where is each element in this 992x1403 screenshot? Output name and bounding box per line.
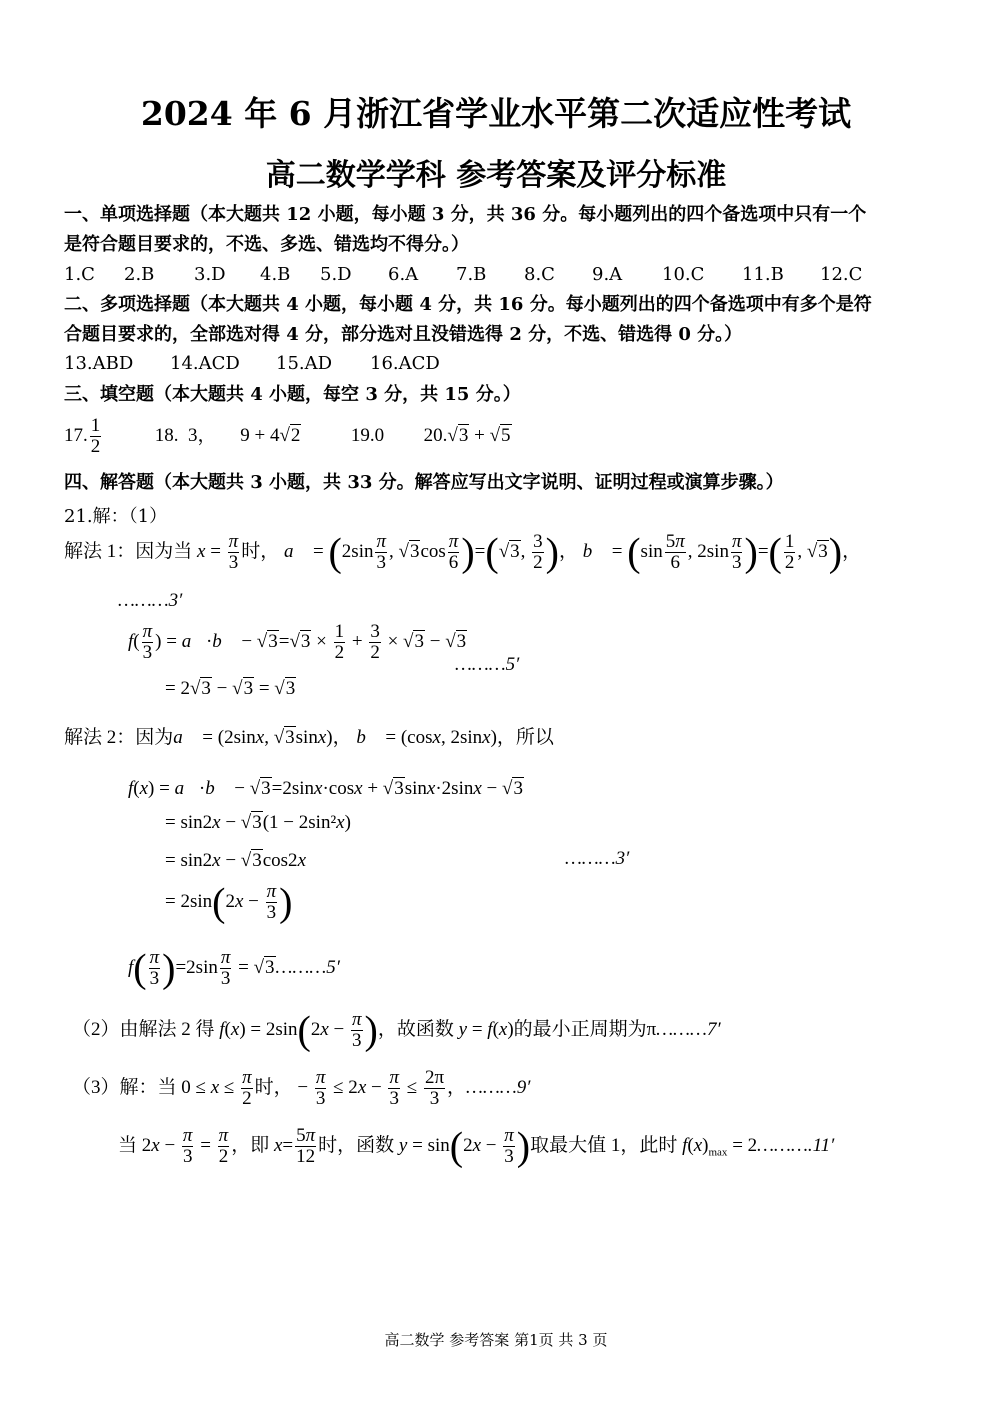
q17-answer: $\frac{1}{2}$ [90, 415, 101, 457]
method-1-calc-line2: = 2√3 − √3 = √3 [165, 678, 296, 699]
score-5-points: ………5′ [275, 956, 340, 978]
section-2-heading-line2: 合题目要求的，全部选对得 4 分，部分选对且没错选得 2 分，不选、错选得 0 分。） [64, 324, 743, 345]
answer-item: 12.C [820, 264, 863, 285]
part-2-line: （2）由解法 2 得 f(x) = 2sin(2x − $\frac{\pi}{3}$ )，故函数 y = f(x)的最小正周期为π………7′ [72, 1007, 721, 1053]
fill-in-answers [64, 416, 512, 457]
q21-label: 21.解：（1） [64, 506, 168, 527]
answer-item: 6.A [388, 264, 419, 285]
page-subtitle: 高二数学学科 参考答案及评分标准 [265, 158, 727, 193]
q17-label: 17. [64, 424, 88, 446]
answer-item: 8.C [524, 264, 555, 285]
method-2-line: 解法 2：因为a⃗ = (2sinx, √3sinx)， b⃗ = (cosx, 2sinx)，所以 [64, 727, 554, 748]
method-1-calc-line1: f( $\frac{\pi}{3}$ ) = a⃗·b⃗ − √3=√3 × $\frac{1}{2}$ + $\frac{3}{2}$ × √3 − √3 [128, 621, 467, 663]
answer-item: 2.B [124, 264, 155, 285]
q18-first-answer: 3， [188, 424, 217, 446]
q18-second-answer: 9 + 4√2 [240, 424, 301, 446]
score-5-points: ………5′ [455, 654, 520, 675]
score-9-points: ………9′ [466, 1076, 531, 1098]
answer-item: 5.D [320, 264, 352, 285]
answer-item: 7.B [456, 264, 487, 285]
section-4-heading: 四、解答题（本大题共 3 小题，共 33 分。解答应写出文字说明、证明过程或演算步骤。） [64, 472, 784, 493]
answer-item: 16.ACD [370, 353, 440, 374]
section-1-heading-line1: 一、单项选择题（本大题共 12 小题，每小题 3 分，共 36 分。每小题列出的四个备选项中只有一个 [64, 204, 867, 225]
part-3-line1: （3）解：当 0 ≤ x ≤ $\frac{\pi}{2}$ 时， − $\frac{\pi}{3}$ ≤ 2x − $\frac{\pi}{3}$ ≤ $\frac{2\pi}{3}$ ，………9′ [72, 1067, 531, 1109]
section-1-answers [64, 264, 880, 285]
answer-item: 10.C [662, 264, 705, 285]
q19-answer: 19.0 [350, 424, 385, 446]
method-2-calc-line2: = sin2x − √3(1 − 2sin²x) [165, 812, 351, 833]
answer-item: 15.AD [276, 353, 333, 374]
answer-item: 9.A [592, 264, 623, 285]
score-3-points: ………3′ [118, 590, 183, 611]
section-3-heading: 三、填空题（本大题共 4 小题，每空 3 分，共 15 分。） [64, 384, 521, 405]
score-3-points: ………3′ [565, 848, 630, 869]
answer-item: 14.ACD [170, 353, 240, 374]
page-footer: 高二数学 参考答案 第1页 共 3 页 [384, 1331, 608, 1349]
score-11-points: ……….11′ [757, 1134, 835, 1156]
answer-item: 1.C [64, 264, 95, 285]
answer-item: 3.D [194, 264, 226, 285]
score-7-points: ………7′ [656, 1018, 721, 1040]
method-2-calc-line1: f(x) = a⃗·b⃗ − √3=2sinx·cosx + √3sinx·2sinx − √3 [128, 778, 523, 799]
answer-item: 13.ABD [64, 353, 134, 374]
q20-label: 20. [423, 424, 448, 446]
page-title: 2024 年 6 月浙江省学业水平第二次适应性考试 [140, 94, 852, 133]
q18-label: 18. [154, 424, 179, 446]
method-1-line: 解法 1：因为当 x = $\frac{\pi}{3}$ 时， a⃗ = (2sin $\frac{\pi}{3}$ , √3cos $\frac{\pi}{6}$ )=(√3, $\frac{3}{2}$ )， b⃗ = (sin $\frac{5\pi}{6}$ , 2sin $\frac{\pi}{3}$ )=( $\frac{1}{2}$ , √3)， [64, 529, 862, 575]
answer-item: 11.B [742, 264, 784, 285]
method-2-calc-line4: = 2sin(2x − $\frac{\pi}{3}$ ) [165, 879, 293, 925]
method-2-result: f( $\frac{\pi}{3}$ )=2sin $\frac{\pi}{3}$ = √3………5′ [128, 945, 340, 991]
part-3-line2: 当 2x − $\frac{\pi}{3}$ = $\frac{\pi}{2}$ ，即 x= $\frac{5\pi}{12}$ 时，函数 y = sin(2x − $\frac{\pi}{3}$ )取最大值 1，此时 $f(x)_{max}$ = 2……….11′ [118, 1123, 835, 1169]
q20-answer: √3 + √5 [447, 424, 511, 446]
answer-item: 4.B [260, 264, 291, 285]
section-2-heading-line1: 二、多项选择题（本大题共 4 小题，每小题 4 分，共 16 分。每小题列出的四个备选项中有多个是符 [64, 294, 872, 315]
section-2-answers [64, 353, 470, 374]
method-2-calc-line3: = sin2x − √3cos2x [165, 850, 306, 871]
section-1-heading-line2: 是符合题目要求的，不选、多选、错选均不得分。） [64, 234, 469, 255]
